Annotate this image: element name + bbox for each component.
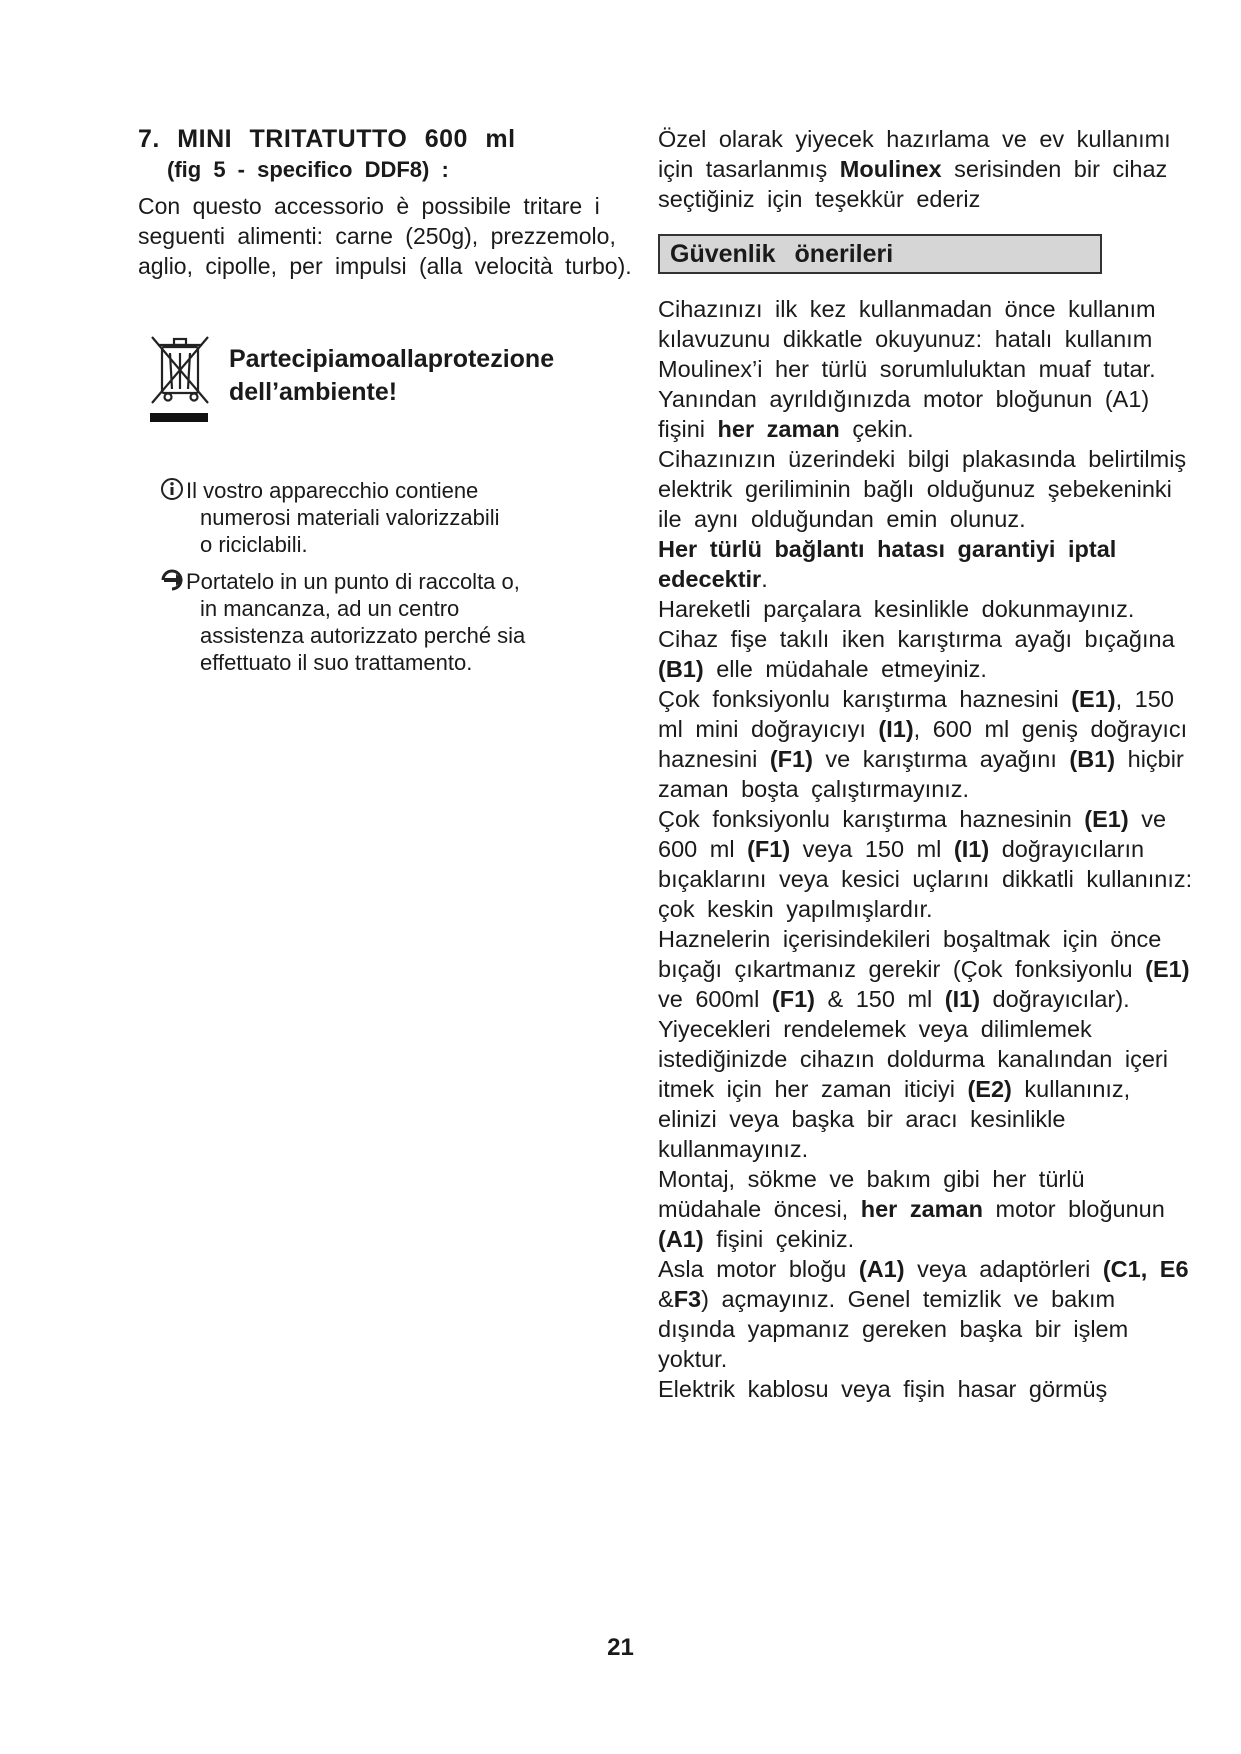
safety-heading: Güvenlik önerileri: [670, 240, 894, 268]
section-title: 7. MINI TRITATUTTO 600 ml: [138, 125, 516, 153]
note-info: [160, 477, 638, 558]
arrow-right-icon: [160, 568, 184, 592]
safety-p5: Hareketli parçalara kesinlikle dokunmayınız. Cihaz fişe takılı iken karıştırma ayağı bıçağına (B1) elle müdahale etmeyiniz.: [658, 596, 1175, 682]
info-icon: [160, 477, 184, 501]
environment-block: [138, 333, 638, 433]
safety-p2: Yanından ayrıldığınızda motor bloğunun (A1) fişini her zaman çekin.: [658, 386, 1150, 442]
thanks-paragraph: Özel olarak yiyecek hazırlama ve ev kullanımı için tasarlanmış Moulinex serisinden bir cihaz seçtiğiniz için teşekkür ederiz: [658, 126, 1171, 212]
note-collection: [160, 568, 638, 676]
page-number: 21: [607, 1634, 634, 1661]
crossed-bin-icon: [148, 333, 212, 429]
safety-p8: Haznelerin içerisindekileri boşaltmak için önce bıçağı çıkartmanız gerekir (Çok fonksiyonlu (E1) ve 600ml (F1) & 150 ml (I1) doğrayıcılar).: [658, 926, 1190, 1012]
safety-heading-box: [658, 234, 1102, 274]
safety-p4: Her türlü bağlantı hatası garantiyi iptal edecektir.: [658, 536, 1117, 592]
environment-title: [229, 343, 554, 409]
note-collection-line1: Portatelo in un punto di raccolta o,: [186, 569, 520, 594]
safety-p11: Asla motor bloğu (A1) veya adaptörleri (C1, E6 &F3) açmayınız. Genel temizlik ve bakım dışında yapmanız gereken başka bir işlem yoktur.: [658, 1256, 1189, 1372]
safety-p3: Cihazınızın üzerindeki bilgi plakasında belirtilmiş elektrik geriliminin bağlı olduğunuz şebekeninki ile aynı olduğundan emin olunuz.: [658, 446, 1187, 532]
brand-name: Moulinex: [839, 156, 942, 182]
environment-title-line1: Partecipiamoallaprotezione: [229, 345, 555, 373]
right-column: [658, 124, 1198, 1404]
safety-p12: Elektrik kablosu veya fişin hasar görmüş: [658, 1376, 1108, 1402]
safety-p9: Yiyecekleri rendelemek veya dilimlemek istediğinizde cihazın doldurma kanalından içeri itmek için her zaman iticiyi (E2) kullanınız, elinizi veya başka bir aracı kesinlikle kullanmayınız.: [658, 1016, 1168, 1162]
intro-paragraph: Con questo accessorio è possibile tritare i seguenti alimenti: carne (250g), prezzemolo, aglio, cipolle, per impulsi (alla velocità turbo).: [138, 193, 632, 279]
note-info-line2: numerosi materiali valorizzabili: [200, 505, 500, 530]
environment-title-line2: dell’ambiente!: [229, 378, 398, 406]
note-collection-line4: effettuato il suo trattamento.: [200, 650, 473, 675]
safety-p6: Çok fonksiyonlu karıştırma haznesini (E1), 150 ml mini doğrayıcıyı (I1), 600 ml geniş doğrayıcı haznesini (F1) ve karıştırma ayağını (B1) hiçbir zaman boşta çalıştırmayınız.: [658, 686, 1188, 802]
safety-p10: Montaj, sökme ve bakım gibi her türlü müdahale öncesi, her zaman motor bloğunun (A1) fişini çekiniz.: [658, 1166, 1165, 1252]
section-subtitle: (fig 5 - specifico DDF8) :: [167, 157, 449, 182]
note-info-line3: o riciclabili.: [200, 532, 308, 557]
recycling-notes: [160, 477, 638, 676]
safety-p1: Cihazınızı ilk kez kullanmadan önce kullanım kılavuzunu dikkatle okuyunuz: hatalı kullanım Moulinex’i her türlü sorumluluktan muaf tutar.: [658, 296, 1156, 382]
note-collection-line3: assistenza autorizzato perché sia: [200, 623, 526, 648]
note-collection-line2: in mancanza, ad un centro: [200, 596, 460, 621]
safety-p7: Çok fonksiyonlu karıştırma haznesinin (E1) ve 600 ml (F1) veya 150 ml (I1) doğrayıcıların bıçaklarını veya kesici uçlarını dikkatli kullanınız: çok keskin yapılmışlardır.: [658, 806, 1193, 922]
note-info-line1: Il vostro apparecchio contiene: [186, 478, 479, 503]
left-column: [138, 124, 638, 686]
